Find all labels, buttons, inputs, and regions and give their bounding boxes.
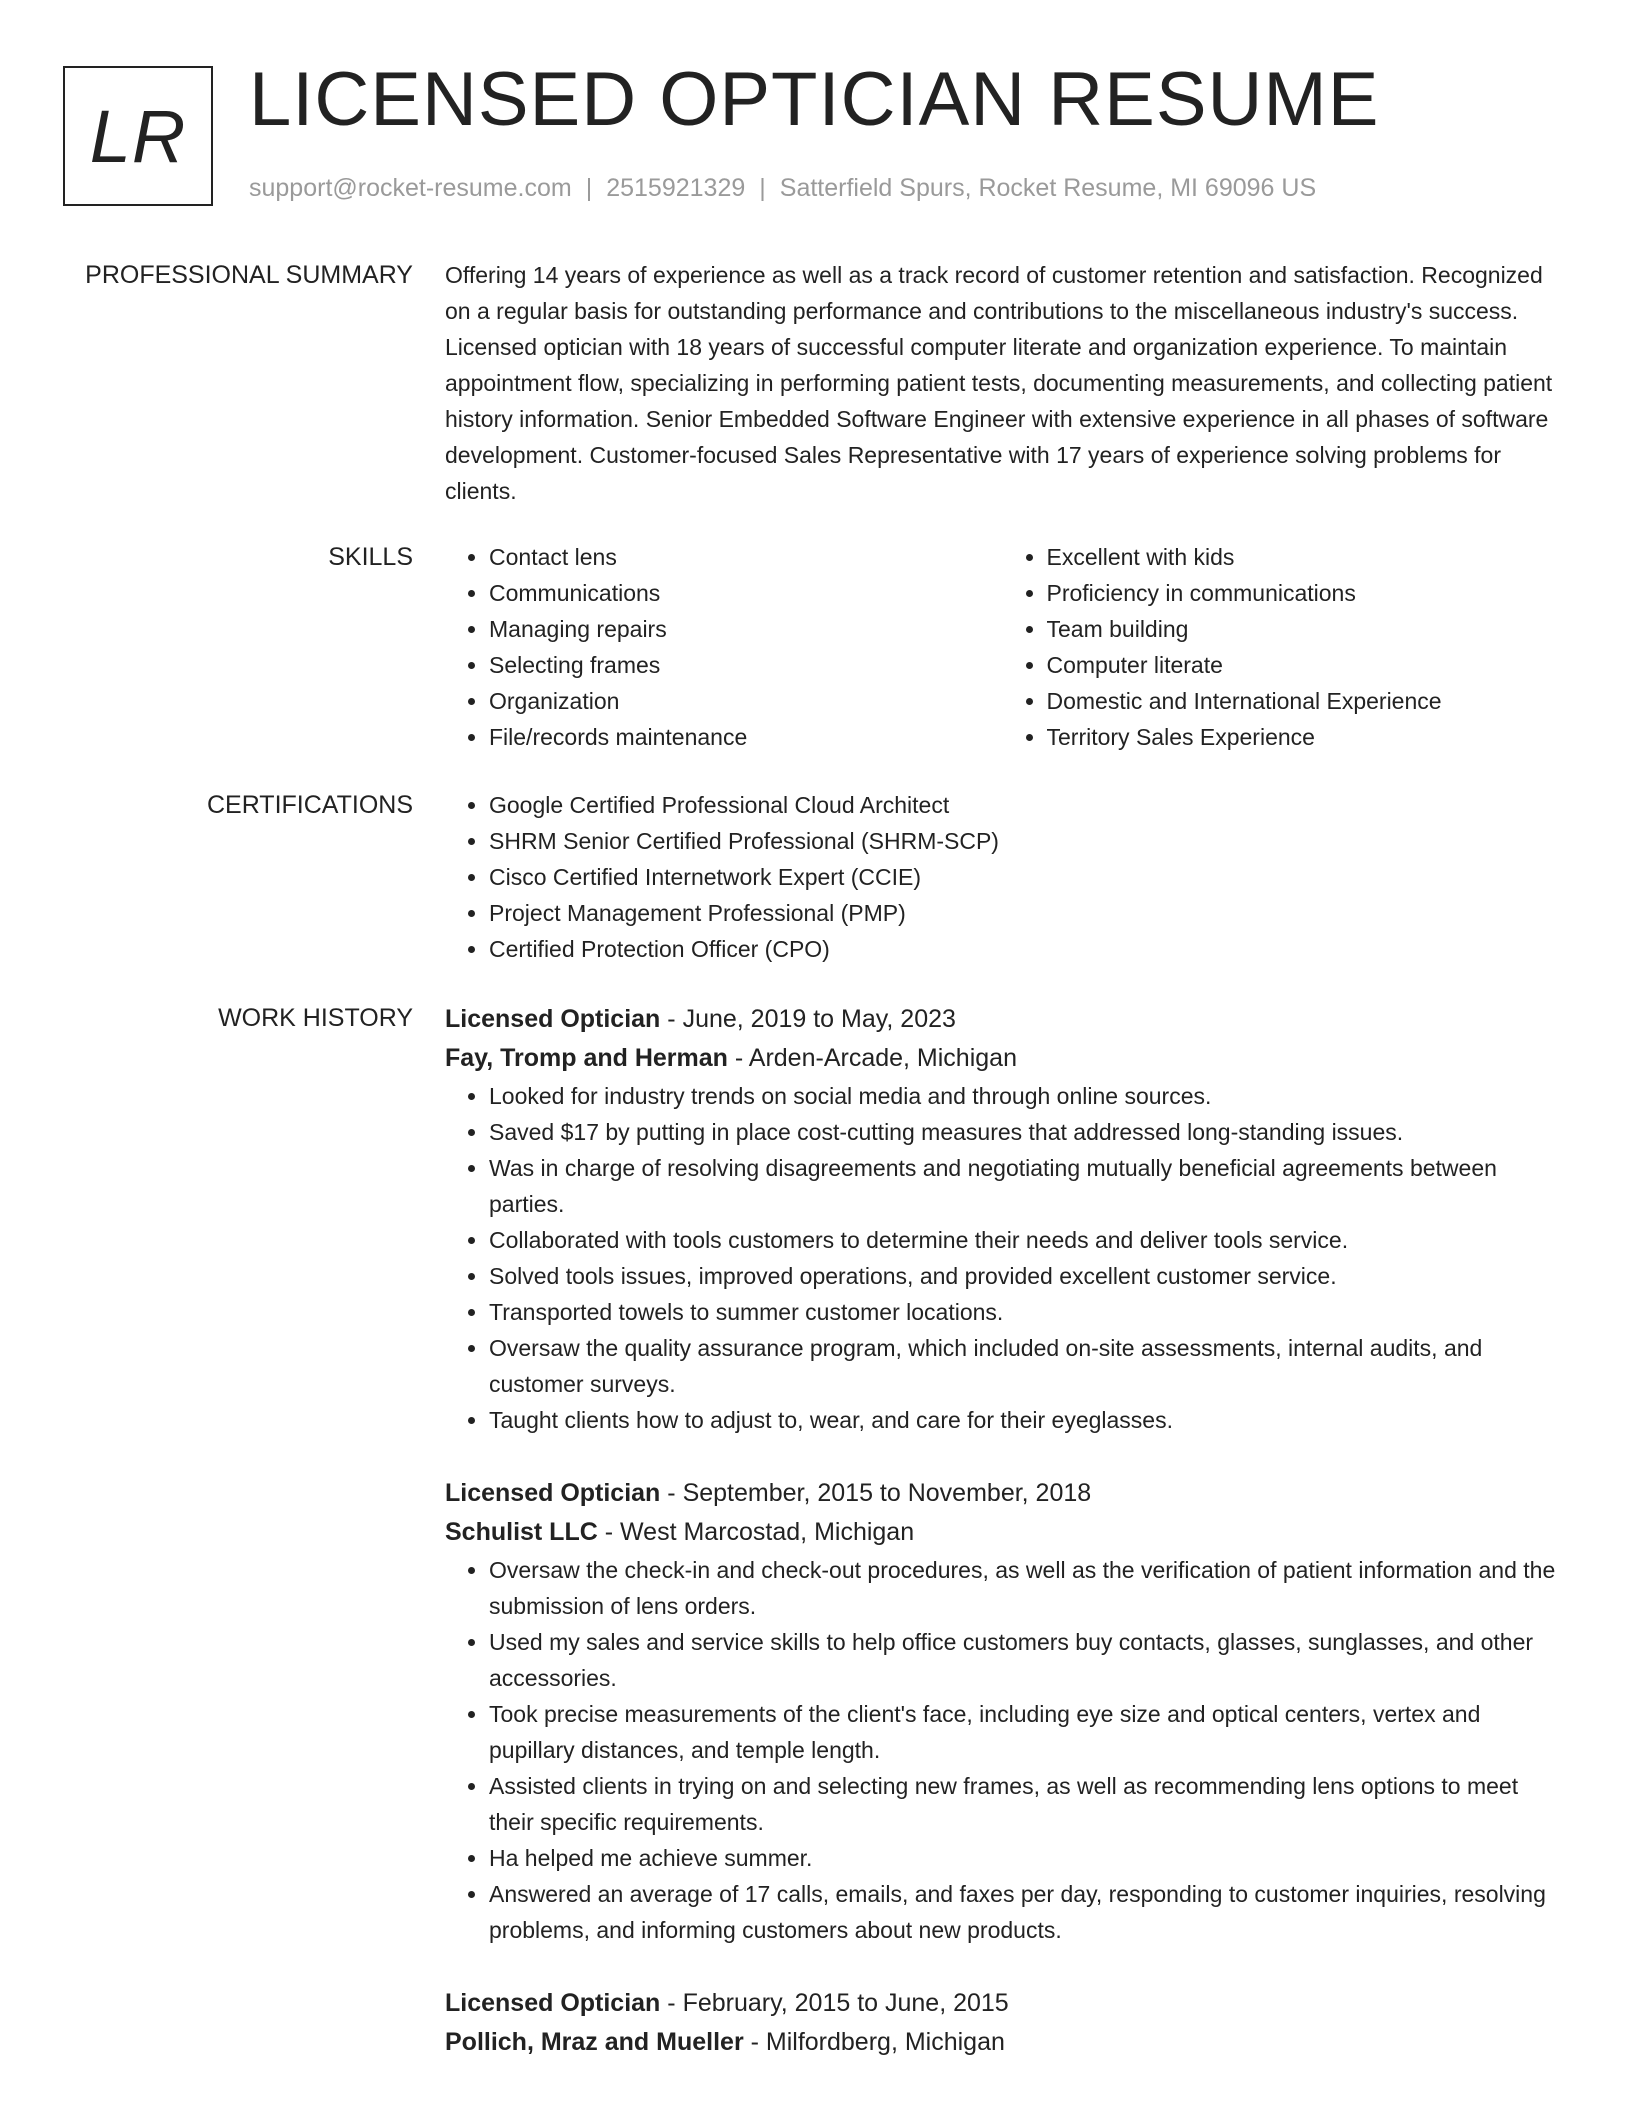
job-location: - West Marcostad, Michigan	[604, 1518, 915, 1546]
certifications-body	[445, 787, 1560, 967]
job-bullets	[445, 1552, 1560, 1948]
job-bullet: • Ha helped me achieve summer.	[489, 1840, 1560, 1876]
job-company: Pollich, Mraz and Mueller	[445, 2028, 744, 2056]
job-company: Fay, Tromp and Herman	[445, 1044, 728, 1072]
skill-item: • Organization	[489, 683, 1003, 719]
job-bullet: • Collaborated with tools customers to determine their needs and deliver tools service.	[489, 1222, 1560, 1258]
certification-item: • Certified Protection Officer (CPO)	[489, 931, 1560, 967]
job-title-line	[445, 1474, 1560, 1513]
skill-item: • Excellent with kids	[1047, 539, 1561, 575]
job-bullet: • Taught clients how to adjust to, wear, and care for their eyeglasses.	[489, 1402, 1560, 1438]
job-bullet: • Was in charge of resolving disagreements and negotiating mutually beneficial agreements between parties.	[489, 1150, 1560, 1222]
job-entry	[445, 1000, 1560, 1438]
job-bullet: • Transported towels to summer customer locations.	[489, 1294, 1560, 1330]
skill-item: • Computer literate	[1047, 647, 1561, 683]
job-dates: - February, 2015 to June, 2015	[667, 1989, 1009, 2017]
contact-line	[249, 174, 1316, 203]
skills-heading: SKILLS	[328, 543, 413, 571]
contact-separator: |	[759, 174, 766, 202]
contact-separator: |	[585, 174, 593, 202]
job-bullet: • Oversaw the check-in and check-out procedures, as well as the verification of patient information and the submission of lens orders.	[489, 1552, 1560, 1624]
certification-item: • Google Certified Professional Cloud Architect	[489, 787, 1560, 823]
contact-email[interactable]: support@rocket-resume.com	[249, 174, 572, 202]
job-title: Licensed Optician	[445, 1005, 661, 1033]
job-title: Licensed Optician	[445, 1479, 661, 1507]
job-bullet: • Used my sales and service skills to help office customers buy contacts, glasses, sunglasses, and other accessories.	[489, 1624, 1560, 1696]
work-history-heading: WORK HISTORY	[218, 1004, 413, 1032]
skills-list-left	[445, 539, 1003, 755]
job-bullets	[445, 1078, 1560, 1438]
job-bullet: • Saved $17 by putting in place cost-cutting measures that addressed long-standing issues.	[489, 1114, 1560, 1150]
skill-item: • Contact lens	[489, 539, 1003, 575]
contact-phone[interactable]: 2515921329	[606, 174, 746, 202]
job-bullet: • Took precise measurements of the client's face, including eye size and optical centers, vertex and pupillary distances, and temple length.	[489, 1696, 1560, 1768]
job-bullet: • Oversaw the quality assurance program, which included on-site assessments, internal audits, and customer surveys.	[489, 1330, 1560, 1402]
job-dates: - September, 2015 to November, 2018	[667, 1479, 1092, 1507]
certification-item: • Cisco Certified Internetwork Expert (CCIE)	[489, 859, 1560, 895]
contact-address: Satterfield Spurs, Rocket Resume, MI 69096 US	[779, 174, 1317, 202]
job-bullet: • Solved tools issues, improved operations, and provided excellent customer service.	[489, 1258, 1560, 1294]
certification-item: • Project Management Professional (PMP)	[489, 895, 1560, 931]
job-title: Licensed Optician	[445, 1989, 661, 2017]
job-entry	[445, 1984, 1560, 2062]
job-company: Schulist LLC	[445, 1518, 598, 1546]
certifications-list	[445, 787, 1560, 967]
skill-item: • Selecting frames	[489, 647, 1003, 683]
job-bullet: • Looked for industry trends on social media and through online sources.	[489, 1078, 1560, 1114]
skill-item: • Domestic and International Experience	[1047, 683, 1561, 719]
summary-heading: PROFESSIONAL SUMMARY	[85, 261, 413, 289]
summary-text: Offering 14 years of experience as well as a track record of customer retention and satisfaction. Recognized on a regular basis for outstanding performance and contributions to the miscellaneous industry's success. Licensed optician with 18 years of successful computer literate and organization experience. To maintain appointment flow, specializing in performing patient tests, documenting measurements, and collecting patient history information. Senior Embedded Software Engineer with extensive experience in all phases of software development. Customer-focused Sales Representative with 17 years of experience solving problems for clients.	[445, 262, 1553, 504]
page-title: LICENSED OPTICIAN RESUME	[249, 57, 1380, 142]
skills-list-right	[1003, 539, 1561, 755]
skill-item: • Proficiency in communications	[1047, 575, 1561, 611]
monogram-logo: LR	[63, 66, 213, 206]
skill-item: • File/records maintenance	[489, 719, 1003, 755]
certifications-heading: CERTIFICATIONS	[206, 791, 413, 819]
skills-columns	[445, 539, 1560, 755]
work-history-body	[445, 1000, 1560, 2098]
job-location: - Arden-Arcade, Michigan	[734, 1044, 1017, 1072]
job-company-line	[445, 1513, 1560, 1552]
job-title-line	[445, 1984, 1560, 2023]
job-company-line	[445, 1039, 1560, 1078]
certification-item: • SHRM Senior Certified Professional (SHRM-SCP)	[489, 823, 1560, 859]
job-company-line	[445, 2023, 1560, 2062]
skill-item: • Team building	[1047, 611, 1561, 647]
skill-item: • Territory Sales Experience	[1047, 719, 1561, 755]
skill-item: • Managing repairs	[489, 611, 1003, 647]
job-title-line	[445, 1000, 1560, 1039]
job-location: - Milfordberg, Michigan	[750, 2028, 1005, 2056]
job-entry	[445, 1474, 1560, 1948]
job-bullet: • Assisted clients in trying on and selecting new frames, as well as recommending lens options to meet their specific requirements.	[489, 1768, 1560, 1840]
skill-item: • Communications	[489, 575, 1003, 611]
job-dates: - June, 2019 to May, 2023	[667, 1005, 956, 1033]
job-bullet: • Answered an average of 17 calls, emails, and faxes per day, responding to customer inquiries, resolving problems, and informing customers about new products.	[489, 1876, 1560, 1948]
